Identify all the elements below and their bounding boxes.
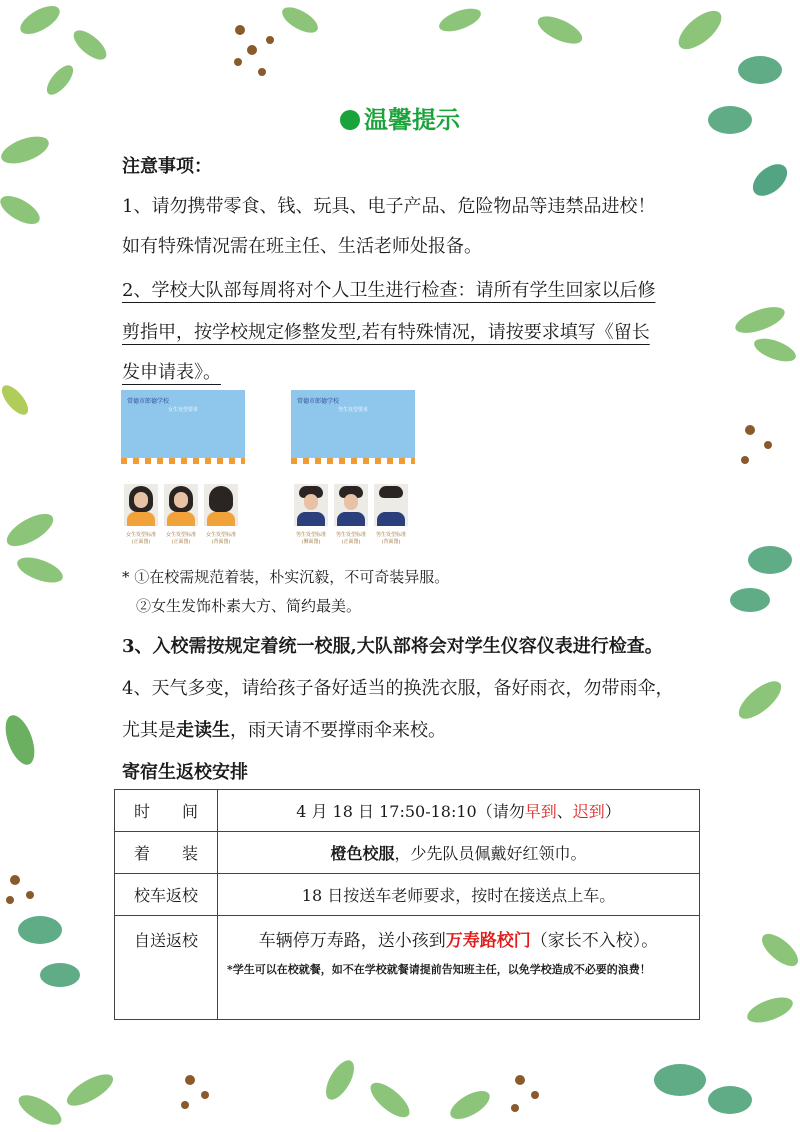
photo-caption: 女生发型标准 (正面图) [125,532,156,545]
girls-hair-title: 女生发型要求 [167,407,198,413]
card-zigzag-border [291,458,415,464]
boys-hair-card [291,390,415,458]
item3-text: 3、入校需按规定着统一校服,大队部将会对学生仪容仪表进行检查。 [122,636,663,657]
table-row [115,790,700,832]
girl-photo-front [164,484,198,526]
girl-photo-side [124,484,158,526]
boarding-heading: 寄宿生返校安排 [122,762,248,783]
item1-line2: 如有特殊情况需在班主任、生活老师处报备。 [122,236,482,257]
photo-caption: 男生发型标准 (正面图) [335,532,366,545]
girls-hair-card [121,390,245,458]
photo-caption: 女生发型标准 (背面图) [205,532,236,545]
boy-photo-back [374,484,408,526]
card-zigzag-border [121,458,245,464]
green-dot-icon [340,110,360,130]
item2-line3: 发申请表》。 [122,362,221,383]
row-key-dress: 着 装 [115,832,218,874]
day-student-emphasis: 走读生 [176,720,230,741]
boy-photo-side [294,484,328,526]
boy-photo-front [334,484,368,526]
table-row [115,874,700,916]
school-logo-text: 常德市郎德学校 [297,398,340,405]
return-schedule-table [114,789,700,1020]
item1-line1: 1、请勿携带零食、钱、玩具、电子产品、危险物品等违禁品进校！ [122,196,656,217]
item2-line2: 剪指甲，按学校规定修整发型,若有特殊情况，请按要求填写《留长 [122,322,650,343]
notice-heading: 注意事项： [122,156,212,177]
row-value-time: 4 月 18 日 17:50-18:10（请勿早到、迟到） [218,790,700,832]
table-row [115,916,700,1020]
item4-line1: 4、天气多变，请给孩子备好适当的换洗衣服，备好雨衣，勿带雨伞， [122,678,674,699]
table-row [115,832,700,874]
photo-caption: 男生发型标准 (背面图) [375,532,406,545]
girl-photo-back [204,484,238,526]
item2-line1: 2、学校大队部每周将对个人卫生进行检查：请所有学生回家以后修 [122,280,656,301]
dress-note-2: ②女生发饰朴素大方、简约最美。 [136,597,362,615]
item4-line2: 尤其是走读生，雨天请不要撑雨伞来校。 [122,720,446,741]
school-logo-text: 常德市郎德学校 [127,398,170,405]
page-title-text: 温馨提示 [364,106,460,134]
row-key-time: 时 间 [115,790,218,832]
row-value-dress: 橙色校服，少先队员佩戴好红领巾。 [218,832,700,874]
meal-note: *学生可以在校就餐，如不在学校就餐请提前告知班主任，以免学校造成不必要的浪费！ [227,963,651,976]
row-value-bus: 18 日按送车老师要求，按时在接送点上车。 [218,874,700,916]
dress-note-1: * ①在校需规范着装，朴实沉毅，不可奇装异服。 [122,568,450,586]
row-key-bus: 校车返校 [115,874,218,916]
photo-caption: 女生发型标准 (正面图) [165,532,196,545]
boys-hair-title: 男生发型要求 [337,407,368,413]
row-value-self: 车辆停万寿路，送小孩到万寿路校门（家长不入校）。 *学生可以在校就餐，如不在学校就餐请提前告知班主任，以免学校造成不必要的浪费！ [218,916,700,1020]
page-title [340,100,460,135]
photo-caption: 男生发型标准 (侧面图) [295,532,326,545]
row-key-self: 自送返校 [115,916,218,1020]
